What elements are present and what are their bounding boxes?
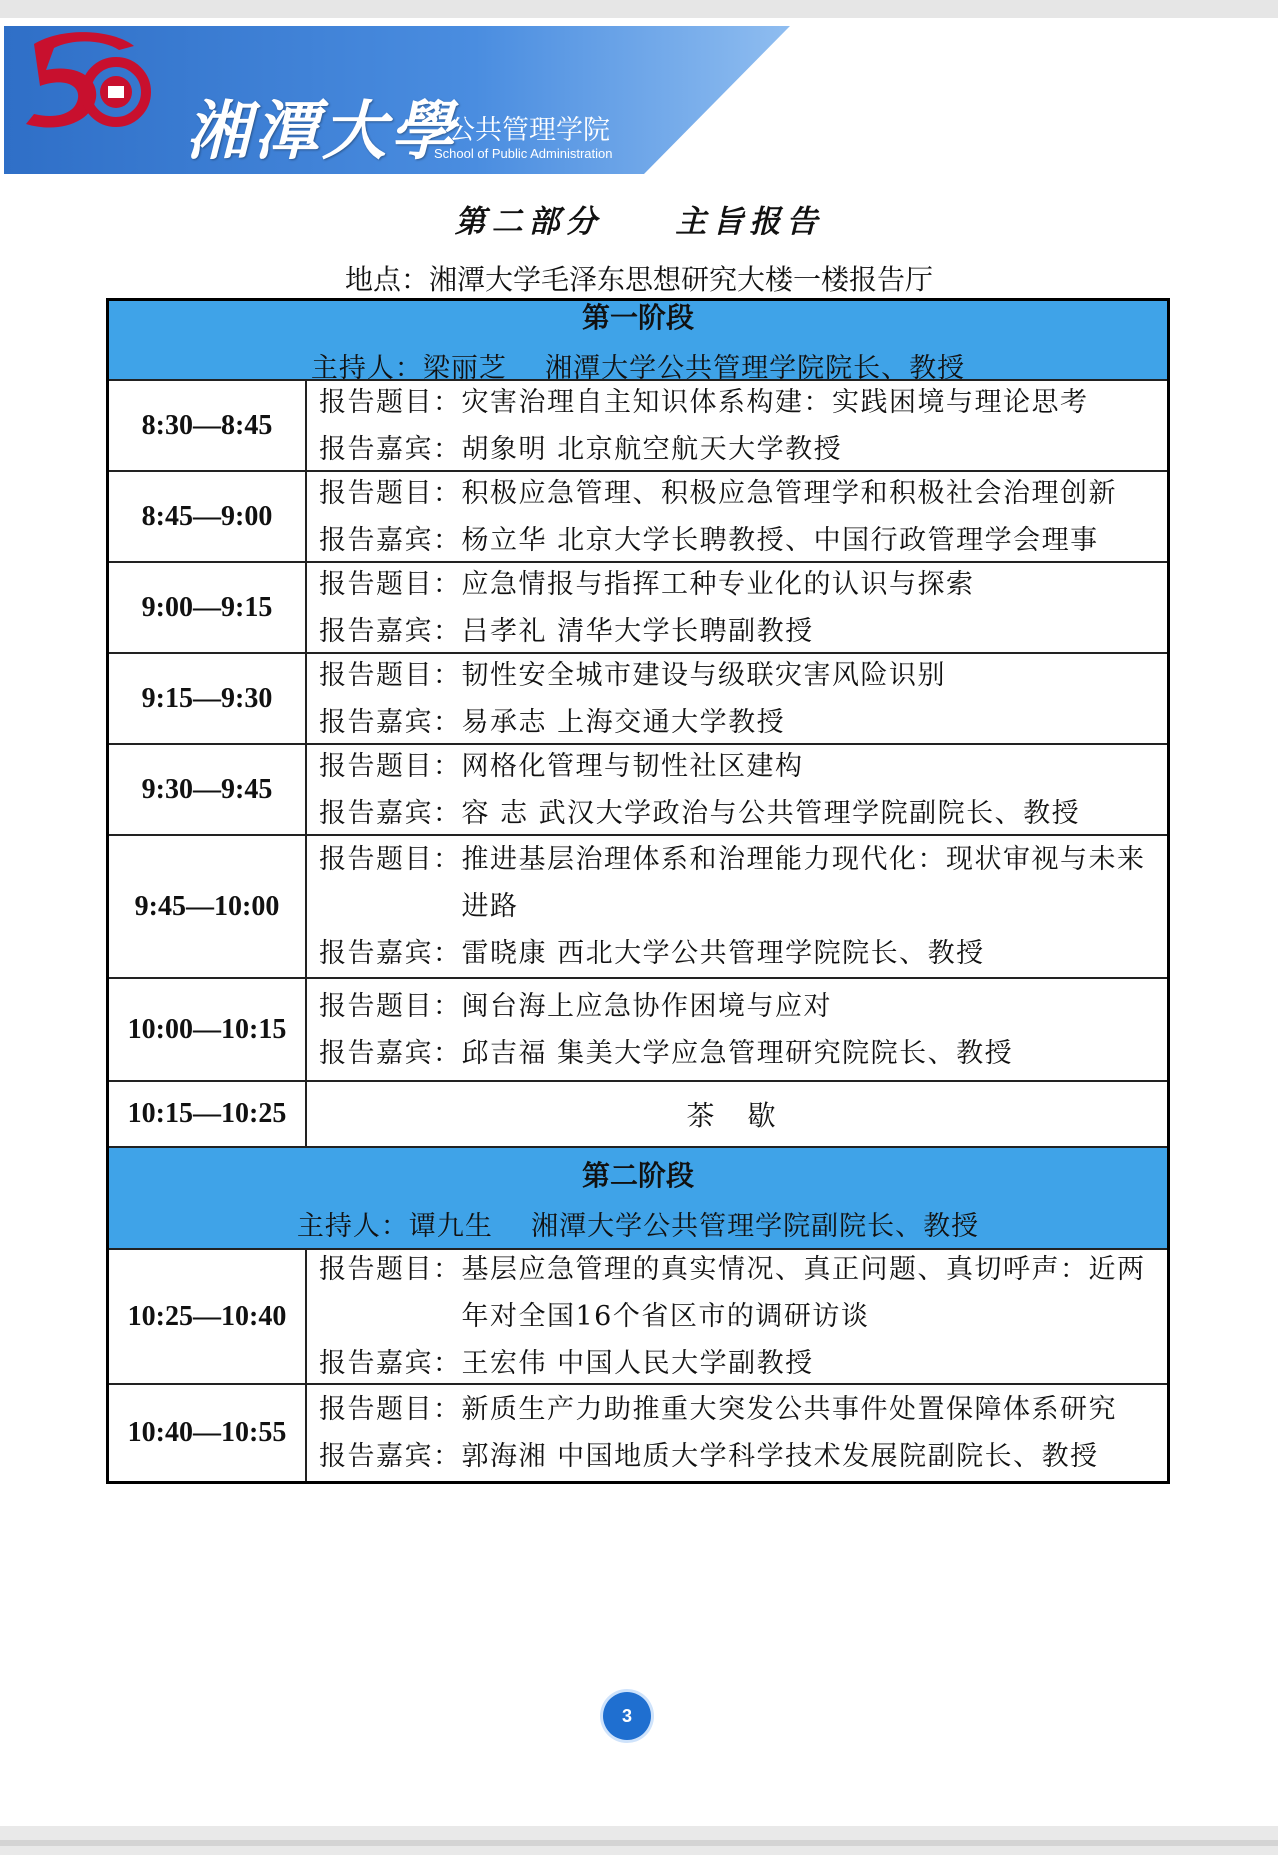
speaker-label: 报告嘉宾： <box>319 1037 462 1069</box>
topic-label: 报告题目： <box>319 990 462 1022</box>
session-time: 10:40—10:55 <box>109 1385 307 1481</box>
session-content <box>307 654 1167 743</box>
topic-label: 报告题目： <box>319 477 462 509</box>
table-row <box>109 381 1167 472</box>
session-topic: 积极应急管理、积极应急管理学和积极社会治理创新 <box>461 477 1117 509</box>
session-topic: 灾害治理自主知识体系构建：实践困境与理论思考 <box>461 386 1089 418</box>
venue: 地点：湘潭大学毛泽东思想研究大楼一楼报告厅 <box>344 263 933 296</box>
page-top-edge <box>0 0 1278 18</box>
table-row <box>109 836 1167 979</box>
session-speaker: 吕孝礼 清华大学长聘副教授 <box>461 615 814 647</box>
speaker-label: 报告嘉宾： <box>319 524 462 556</box>
speaker-label: 报告嘉宾： <box>319 706 462 738</box>
session-topic: 推进基层治理体系和治理能力现代化：现状审视与未来进路 <box>461 844 1146 922</box>
session-topic: 应急情报与指挥工种专业化的认识与探索 <box>461 568 975 600</box>
table-row <box>109 1250 1167 1385</box>
phase-host: 主持人：梁丽芝 湘潭大学公共管理学院院长、教授 <box>310 352 966 384</box>
table-row <box>109 979 1167 1082</box>
speaker-label: 报告嘉宾： <box>319 797 462 829</box>
session-time: 8:30—8:45 <box>109 381 307 470</box>
session-time: 9:00—9:15 <box>109 563 307 652</box>
session-time: 10:00—10:15 <box>109 979 307 1080</box>
tea-break-label: 茶 歇 <box>686 1099 788 1132</box>
topic-label: 报告题目： <box>319 568 462 600</box>
anniversary-50-logo <box>4 26 154 136</box>
session-speaker: 王宏伟 中国人民大学副教授 <box>461 1348 814 1379</box>
session-speaker: 郭海湘 中国地质大学科学技术发展院副院长、教授 <box>461 1441 1099 1472</box>
session-speaker: 杨立华 北京大学长聘教授、中国行政管理学会理事 <box>461 524 1099 556</box>
school-name-en: School of Public Administration <box>434 146 613 161</box>
table-row <box>109 472 1167 563</box>
tea-break-row <box>109 1082 1167 1148</box>
phase-header <box>109 300 1167 384</box>
session-topic: 新质生产力助推重大突发公共事件处置保障体系研究 <box>461 1394 1117 1425</box>
session-time: 10:25—10:40 <box>109 1250 307 1383</box>
session-content <box>307 745 1167 834</box>
table-row <box>109 563 1167 654</box>
table-row <box>109 1385 1167 1481</box>
session-topic: 基层应急管理的真实情况、真正问题、真切呼声：近两年对全国16个省区市的调研访谈 <box>461 1254 1146 1332</box>
topic-label: 报告题目： <box>319 844 462 875</box>
topic-label: 报告题目： <box>319 1254 462 1285</box>
speaker-label: 报告嘉宾： <box>319 938 462 969</box>
section-part: 第二部分 <box>454 204 603 240</box>
topic-label: 报告题目： <box>319 659 462 691</box>
topic-label: 报告题目： <box>319 386 462 418</box>
speaker-label: 报告嘉宾： <box>319 1348 462 1379</box>
session-time: 8:45—9:00 <box>109 472 307 561</box>
session-time: 9:30—9:45 <box>109 745 307 834</box>
session-content <box>307 1250 1167 1383</box>
section-title <box>0 196 1278 241</box>
session-topic: 闽台海上应急协作困境与应对 <box>461 990 832 1022</box>
page-number-badge: 3 <box>603 1692 651 1740</box>
break-time: 10:15—10:25 <box>109 1082 307 1146</box>
speaker-label: 报告嘉宾： <box>319 433 462 465</box>
session-speaker: 雷晓康 西北大学公共管理学院院长、教授 <box>461 938 985 969</box>
page-bottom-edge <box>0 1826 1278 1855</box>
university-name: 湘潭大學 <box>186 94 458 169</box>
session-speaker: 胡象明 北京航空航天大学教授 <box>461 433 843 465</box>
schedule-table <box>106 298 1170 1484</box>
phase-title: 第二阶段 <box>581 1158 694 1192</box>
session-content <box>307 1385 1167 1481</box>
session-topic: 韧性安全城市建设与级联灾害风险识别 <box>461 659 946 691</box>
header-banner <box>4 26 1274 174</box>
speaker-label: 报告嘉宾： <box>319 615 462 647</box>
session-content <box>307 979 1167 1080</box>
speaker-label: 报告嘉宾： <box>319 1441 462 1472</box>
session-content <box>307 381 1167 470</box>
topic-label: 报告题目： <box>319 750 462 782</box>
session-time: 9:15—9:30 <box>109 654 307 743</box>
school-name-cn: 公共管理学院 <box>448 115 610 146</box>
phase-title: 第一阶段 <box>581 300 694 334</box>
session-content <box>307 836 1167 977</box>
phase-header <box>109 1148 1167 1250</box>
session-content <box>307 563 1167 652</box>
session-topic: 网格化管理与韧性社区建构 <box>461 750 804 782</box>
table-row <box>109 654 1167 745</box>
session-time: 9:45—10:00 <box>109 836 307 977</box>
table-row <box>109 745 1167 836</box>
session-speaker: 邱吉福 集美大学应急管理研究院院长、教授 <box>461 1037 1014 1069</box>
session-speaker: 易承志 上海交通大学教授 <box>461 706 786 738</box>
session-content <box>307 472 1167 561</box>
session-speaker: 容 志 武汉大学政治与公共管理学院副院长、教授 <box>461 797 1081 829</box>
phase-host: 主持人：谭九生 湘潭大学公共管理学院副院长、教授 <box>296 1210 980 1242</box>
topic-label: 报告题目： <box>319 1394 462 1425</box>
section-name: 主旨报告 <box>675 204 824 240</box>
